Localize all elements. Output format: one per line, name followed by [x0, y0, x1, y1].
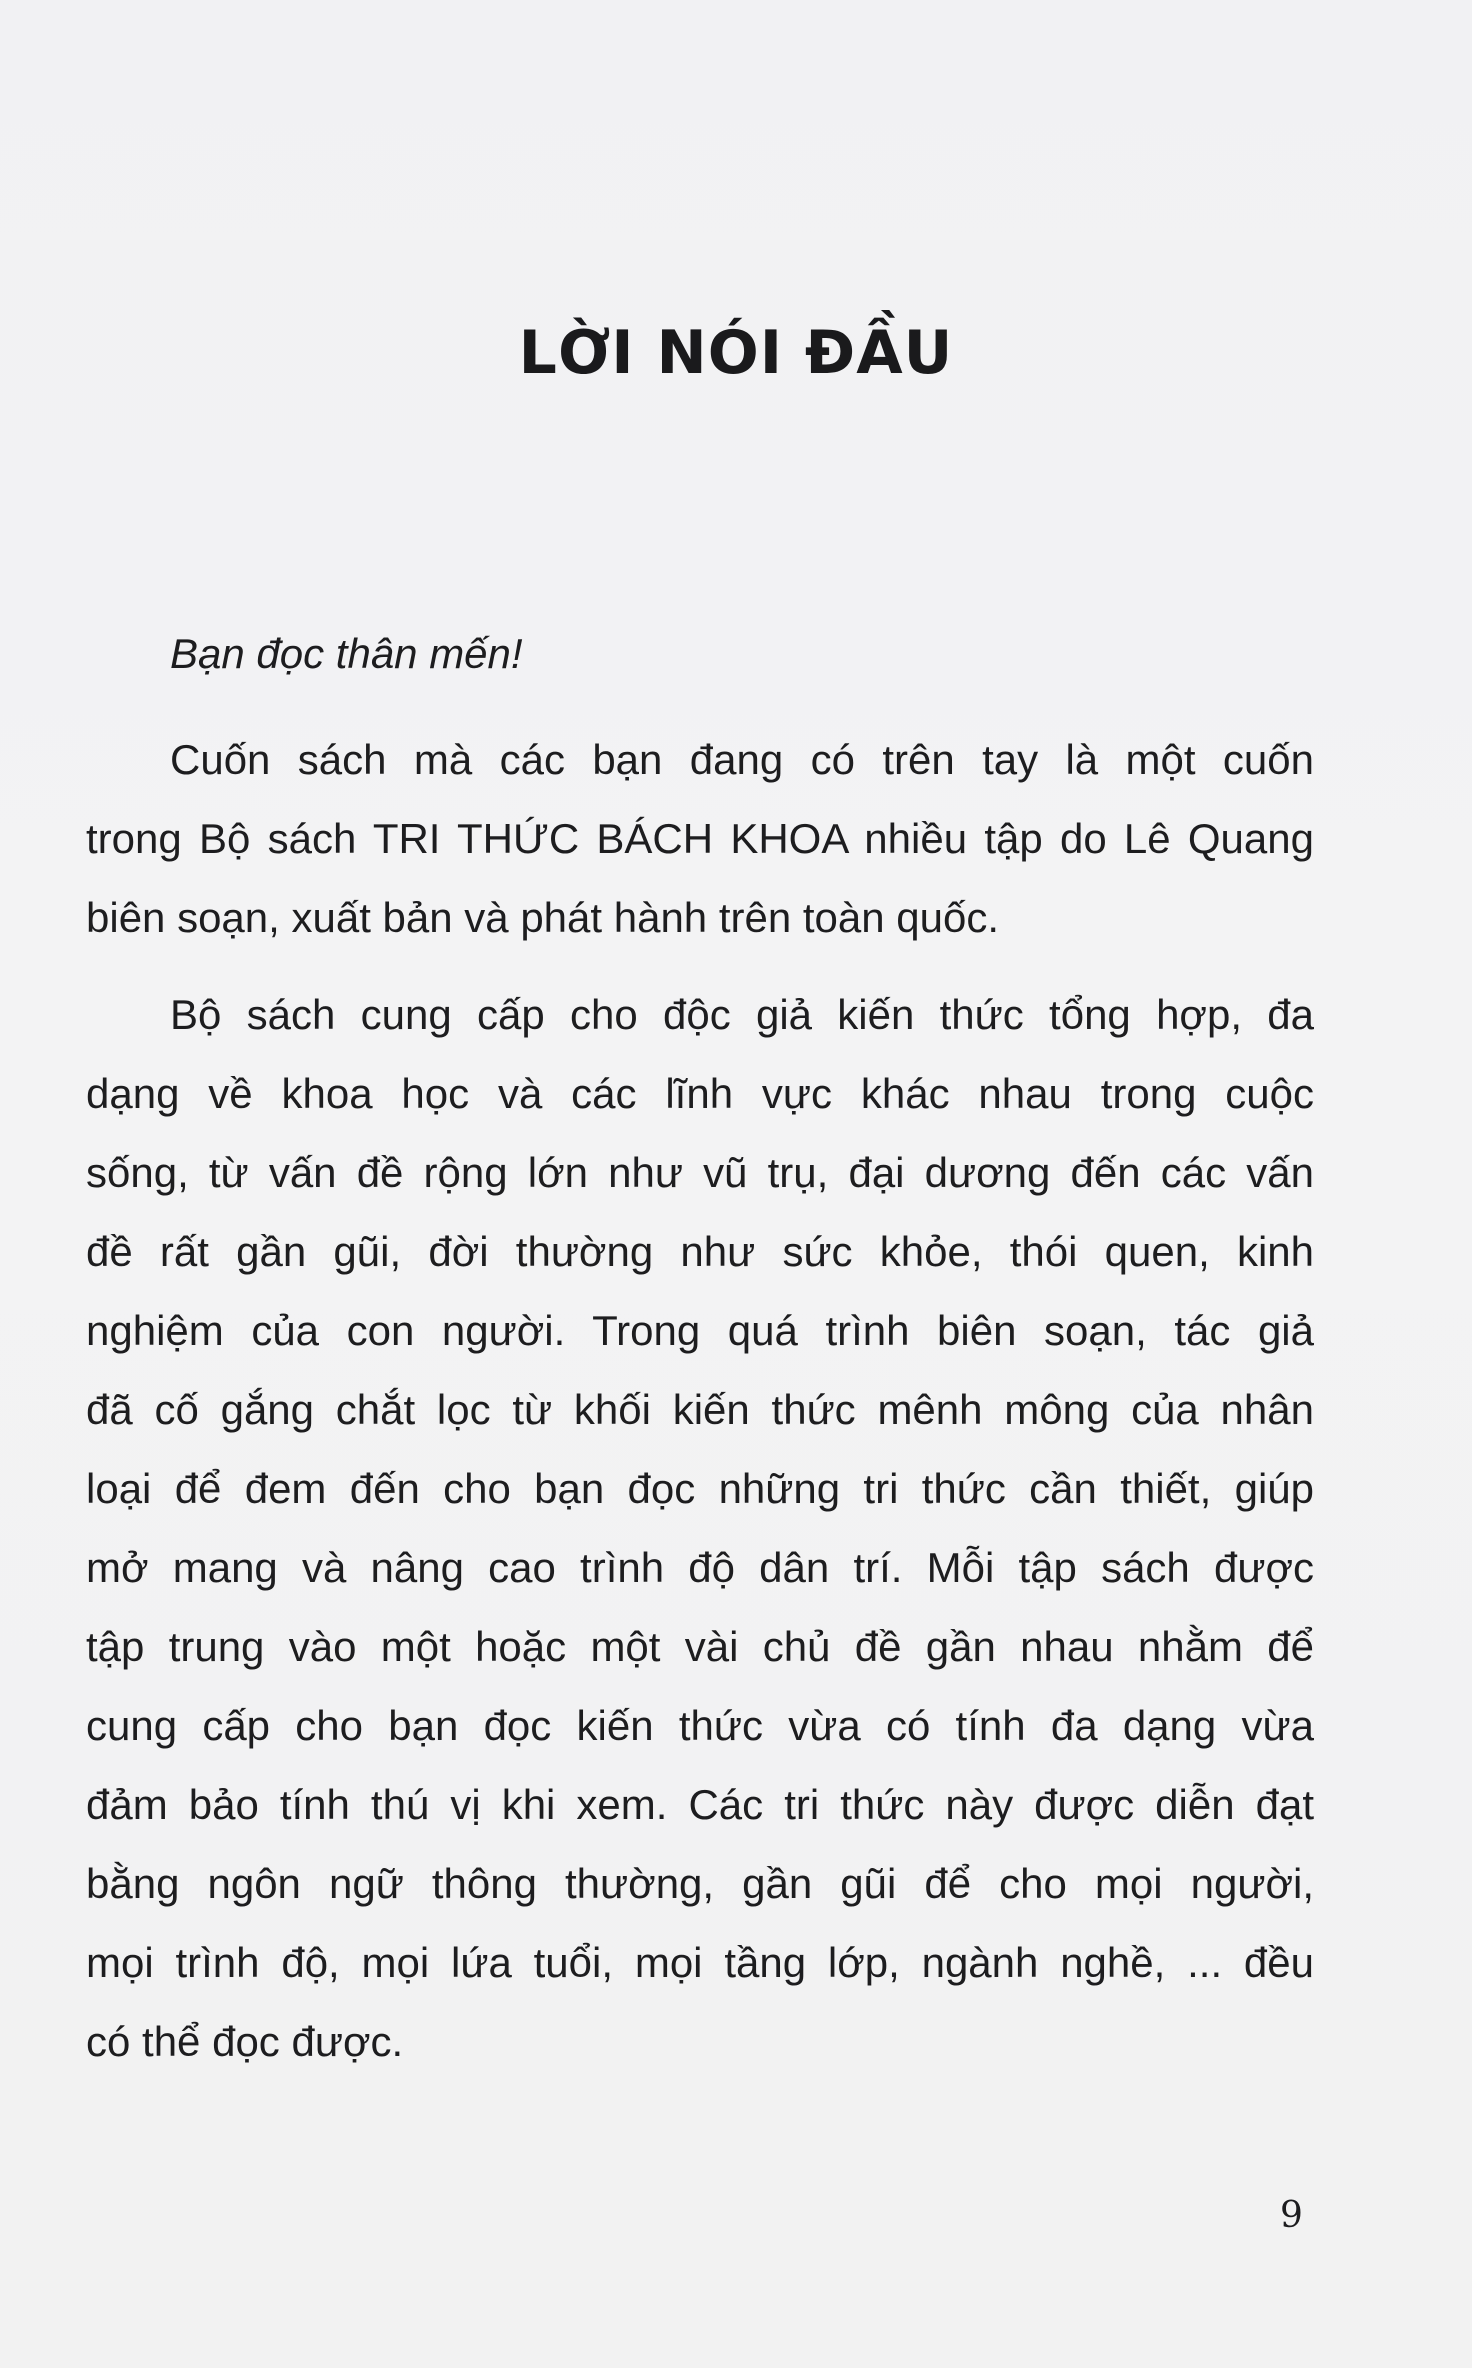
paragraph-line: tập trung vào một hoặc một vài chủ đề gần nhau nhằm để — [86, 1623, 1314, 1670]
paragraph-1 — [86, 720, 1314, 957]
paragraph-line: cung cấp cho bạn đọc kiến thức vừa có tính đa dạng vừa — [86, 1702, 1314, 1749]
paragraph-line: đề rất gần gũi, đời thường như sức khỏe, thói quen, kinh — [86, 1228, 1314, 1275]
paragraph-line: Cuốn sách mà các bạn đang có trên tay là một cuốn — [170, 736, 1314, 783]
paragraph-line: nghiệm của con người. Trong quá trình biên soạn, tác giả — [86, 1307, 1314, 1354]
paragraph-line: dạng về khoa học và các lĩnh vực khác nhau trong cuộc — [86, 1070, 1314, 1117]
paragraph-line: loại để đem đến cho bạn đọc những tri thức cần thiết, giúp — [86, 1465, 1314, 1512]
paragraph-line: có thể đọc được. — [86, 2018, 404, 2065]
paragraph-line: mọi trình độ, mọi lứa tuổi, mọi tầng lớp, ngành nghề, ... đều — [86, 1939, 1314, 1986]
paragraph-line: trong Bộ sách TRI THỨC BÁCH KHOA nhiều tập do Lê Quang — [86, 815, 1314, 862]
paragraph-line: mở mang và nâng cao trình độ dân trí. Mỗi tập sách được — [86, 1544, 1314, 1591]
page-number: 9 — [1280, 2195, 1303, 2236]
page-title: LỜI NÓI ĐẦU — [518, 318, 954, 388]
paragraph-line: Bộ sách cung cấp cho độc giả kiến thức tổng hợp, đa — [170, 991, 1314, 1038]
paragraph-line: biên soạn, xuất bản và phát hành trên toàn quốc. — [86, 894, 1000, 941]
paragraph-line: đã cố gắng chắt lọc từ khối kiến thức mênh mông của nhân — [86, 1386, 1314, 1433]
paragraph-line: đảm bảo tính thú vị khi xem. Các tri thức này được diễn đạt — [86, 1781, 1314, 1828]
paragraph-2 — [86, 975, 1314, 2081]
paragraph-line: sống, từ vấn đề rộng lớn như vũ trụ, đại dương đến các vấn — [86, 1149, 1314, 1196]
paragraph-line: bằng ngôn ngữ thông thường, gần gũi để cho mọi người, — [86, 1860, 1314, 1907]
salutation: Bạn đọc thân mến! — [170, 630, 523, 677]
